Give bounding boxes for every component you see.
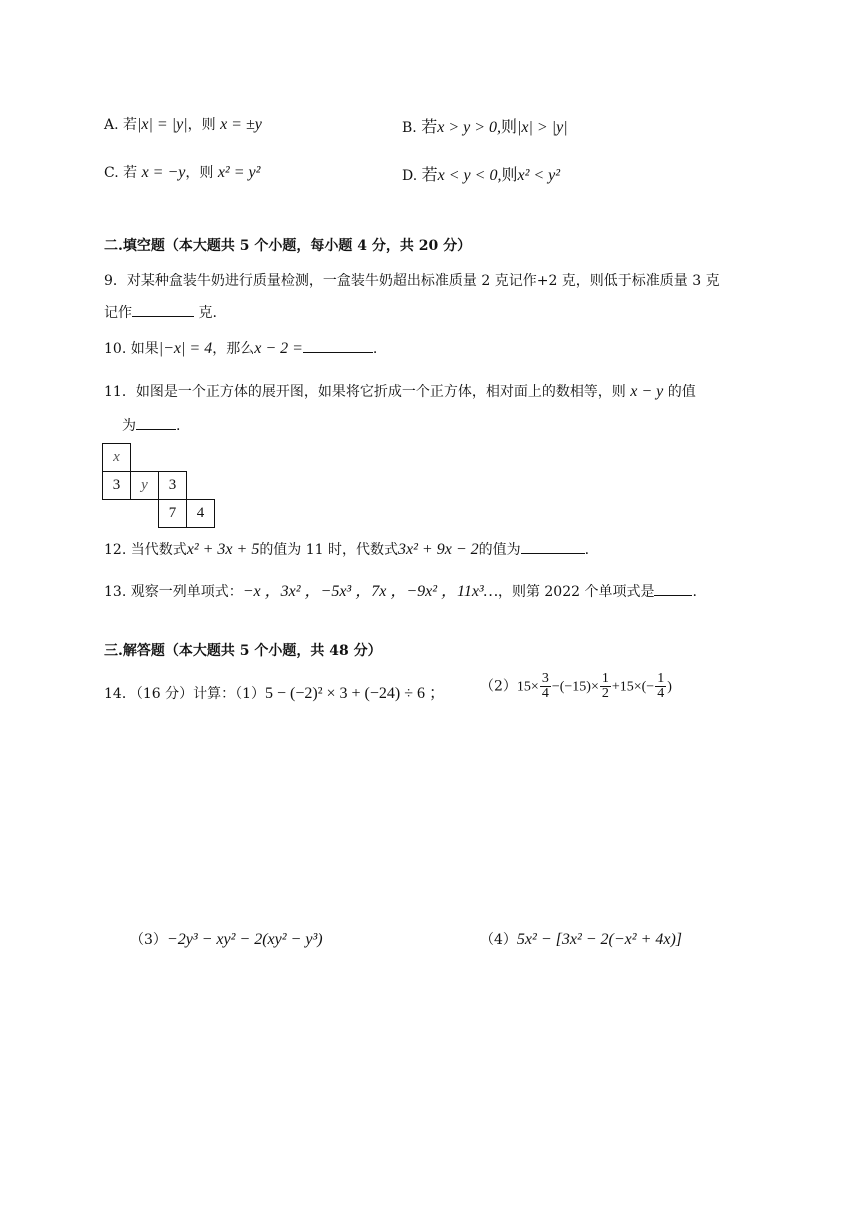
fraction-1-4 xyxy=(655,672,666,701)
answer-blank-13 xyxy=(654,581,692,596)
question-10-expr2: x − 2 = xyxy=(254,340,303,357)
question-14-part-2 xyxy=(480,672,672,701)
question-11-line2 xyxy=(122,415,180,435)
net-cell-bottom-1: 7 xyxy=(158,499,187,528)
option-b-pre: 若 xyxy=(421,117,438,136)
fraction-1-2 xyxy=(600,672,611,701)
question-14-label-2: （2） xyxy=(480,678,517,695)
question-10-expr: |−x| = 4 xyxy=(158,340,213,357)
section-3-title: 三.解答题（本大题共 5 个小题，共 48 分） xyxy=(104,643,382,659)
option-b-label: B. xyxy=(402,120,417,136)
question-12-post-prefix: 的值为 xyxy=(478,542,521,558)
question-10-mid: ，那么 xyxy=(212,341,255,357)
option-b-cond: x > y > 0, xyxy=(437,119,502,136)
cube-net-figure xyxy=(102,443,214,527)
question-12-prefix: 12. 当代数式 xyxy=(104,542,187,558)
option-d-mid: 则 xyxy=(501,165,518,184)
question-14-expr-2d: ) xyxy=(667,679,672,695)
option-c-pre: 若 xyxy=(123,165,138,181)
question-9-suffix: 克. xyxy=(194,305,217,321)
question-11-line2-suffix: . xyxy=(176,418,181,434)
option-a-pre: 若 xyxy=(123,117,138,133)
question-13-terms: −x ，3x² ，−5x³ ，7x ，−9x² ，11x³… xyxy=(242,583,498,600)
option-a-mid: ，则 xyxy=(187,117,216,133)
option-d-pre: 若 xyxy=(421,165,438,184)
option-d-result: x² < y² xyxy=(517,167,561,184)
question-13-suffix: . xyxy=(692,584,697,600)
option-a-cond: |x| = |y| xyxy=(137,116,188,133)
option-d-cond: x < y < 0, xyxy=(437,167,502,184)
answer-blank-11 xyxy=(136,415,176,430)
question-12 xyxy=(104,539,589,559)
option-b xyxy=(402,114,568,137)
question-10-prefix: 10. 如果 xyxy=(104,341,159,357)
option-a-result: x = ±y xyxy=(220,116,262,133)
net-cell-bottom-2: 4 xyxy=(186,499,215,528)
section-2-title: 二.填空题（本大题共 5 个小题，每小题 4 分，共 20 分） xyxy=(104,238,472,254)
option-c-label: C. xyxy=(104,165,119,181)
question-10 xyxy=(104,338,377,358)
question-14-expr-2b: −(−15)× xyxy=(551,679,599,695)
option-d xyxy=(402,162,560,185)
net-cell-mid-2: y xyxy=(130,471,159,500)
question-12-expr2: 3x² + 9x − 2 xyxy=(398,541,479,558)
question-10-suffix: . xyxy=(372,341,378,357)
question-12-suffix: . xyxy=(584,542,590,558)
question-14-head: 14．（16 分）计算：（1） xyxy=(104,686,265,702)
question-11-line2-prefix: 为 xyxy=(122,418,136,434)
question-11-suffix: 的值 xyxy=(667,384,696,400)
answer-blank-10 xyxy=(303,338,373,353)
option-c-cond: x = −y xyxy=(141,164,186,181)
question-11-expr: x − y xyxy=(630,383,664,400)
fraction-1-4-num: 1 xyxy=(657,671,665,686)
net-cell-top: x xyxy=(102,443,131,472)
question-12-expr1: x² + 3x + 5 xyxy=(186,541,260,558)
question-13-mid: ，则第 2022 个单项式是 xyxy=(497,584,655,600)
question-13 xyxy=(104,578,697,601)
option-a-label: A. xyxy=(104,117,119,133)
question-14-label-3: （3） xyxy=(130,932,167,948)
option-b-mid: 则 xyxy=(501,117,518,136)
answer-blank-12 xyxy=(521,539,585,554)
option-c-result: x² = y² xyxy=(217,164,261,181)
fraction-1-2-num: 1 xyxy=(601,671,609,686)
option-c-mid: ，则 xyxy=(185,165,214,181)
question-14-expr-2c: +15×(− xyxy=(611,679,655,695)
question-9-prefix: 记作 xyxy=(104,305,132,321)
question-14-expr-2a: 15× xyxy=(516,679,539,695)
option-b-result: |x| > |y| xyxy=(517,119,568,136)
fraction-3-4-num: 3 xyxy=(541,671,549,686)
question-12-mid: 的值为 11 时，代数式 xyxy=(259,542,399,558)
question-13-prefix: 13. 观察一列单项式： xyxy=(104,584,243,600)
question-11-line1 xyxy=(104,381,696,401)
fraction-3-4-den: 4 xyxy=(541,686,549,701)
answer-blank-9 xyxy=(132,302,194,317)
question-14-part-3 xyxy=(130,929,323,949)
net-cell-mid-3: 3 xyxy=(158,471,187,500)
fraction-3-4 xyxy=(540,672,551,701)
question-9-line2 xyxy=(104,302,217,322)
question-9-line1: 9．对某种盒装牛奶进行质量检测，一盒装牛奶超出标准质量 2 克记作+2 克，则低于标准质量 3 克 xyxy=(104,273,720,289)
question-14-part-4 xyxy=(480,929,682,949)
question-14-expr-4: 5x² − [3x² − 2(−x² + 4x)] xyxy=(516,931,683,948)
option-d-label: D. xyxy=(402,168,418,184)
question-14-expr-3: −2y³ − xy² − 2(xy² − y³) xyxy=(166,931,323,948)
fraction-1-2-den: 2 xyxy=(601,686,609,701)
question-14-expr-1: 5 − (−2)² × 3 + (−24) ÷ 6 ； xyxy=(265,685,446,702)
question-14-label-4: （4） xyxy=(480,932,517,948)
option-a xyxy=(104,114,262,134)
option-c xyxy=(104,162,260,182)
fraction-1-4-den: 4 xyxy=(657,686,665,701)
net-cell-mid-1: 3 xyxy=(102,471,131,500)
question-11-prefix: 11．如图是一个正方体的展开图，如果将它折成一个正方体，相对面上的数相等，则 xyxy=(104,384,626,400)
question-14-part-1 xyxy=(104,680,445,703)
